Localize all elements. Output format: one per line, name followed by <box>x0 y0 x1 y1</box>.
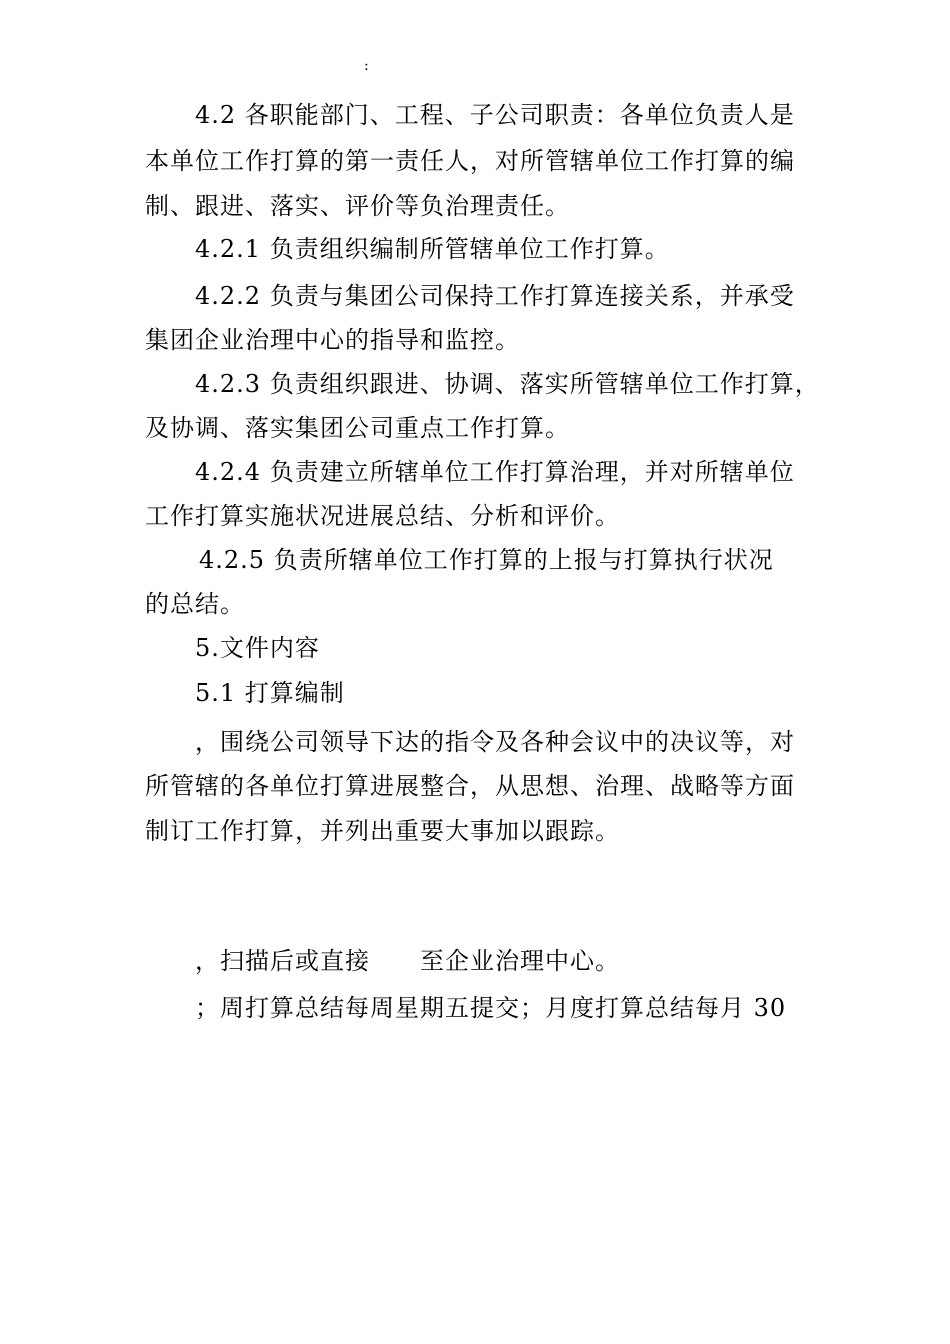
page-header-mark: : <box>364 58 369 74</box>
text-line-4-2-3-cont: 及协调、落实集团公司重点工作打算。 <box>145 414 570 442</box>
text-line-4-2-4-cont: 工作打算实施状况进展总结、分析和评价。 <box>145 502 620 530</box>
text-line-5-1-para: ，围绕公司领导下达的指令及各种会议中的决议等，对 <box>195 728 795 756</box>
text-line-5-1-cont-2: 制订工作打算，并列出重要大事加以跟踪。 <box>145 817 620 845</box>
text-line-5-1-cont-1: 所管辖的各单位打算进展整合，从思想、治理、战略等方面 <box>145 772 795 800</box>
text-line-4-2-3: 4.2.3 负责组织跟进、协调、落实所管辖单位工作打算， <box>195 370 820 398</box>
text-line-4-2-2-cont: 集团企业治理中心的指导和监控。 <box>145 326 520 354</box>
text-line-4-2-5: 4.2.5 负责所辖单位工作打算的上报与打算执行状况 <box>199 546 774 574</box>
text-line-4-2-1: 4.2.1 负责组织编制所管辖单位工作打算。 <box>195 235 670 263</box>
text-line-4-2-5-cont: 的总结。 <box>145 590 245 618</box>
text-line-4-2: 4.2 各职能部门、工程、子公司职责：各单位负责人是 <box>195 101 795 129</box>
section-heading-5-1: 5.1 打算编制 <box>195 679 345 707</box>
section-heading-5: 5.文件内容 <box>195 634 320 662</box>
text-line-4-2-cont-1: 本单位工作打算的第一责任人，对所管辖单位工作打算的编 <box>145 147 795 175</box>
text-line-weekly-summary: ；周打算总结每周星期五提交；月度打算总结每月 30 <box>195 994 787 1022</box>
text-line-4-2-cont-2: 制、跟进、落实、评价等负治理责任。 <box>145 192 570 220</box>
text-line-scan-submit: ，扫描后或直接 至企业治理中心。 <box>195 947 620 975</box>
text-line-4-2-2: 4.2.2 负责与集团公司保持工作打算连接关系，并承受 <box>195 282 795 310</box>
text-line-4-2-4: 4.2.4 负责建立所辖单位工作打算治理，并对所辖单位 <box>195 458 795 486</box>
